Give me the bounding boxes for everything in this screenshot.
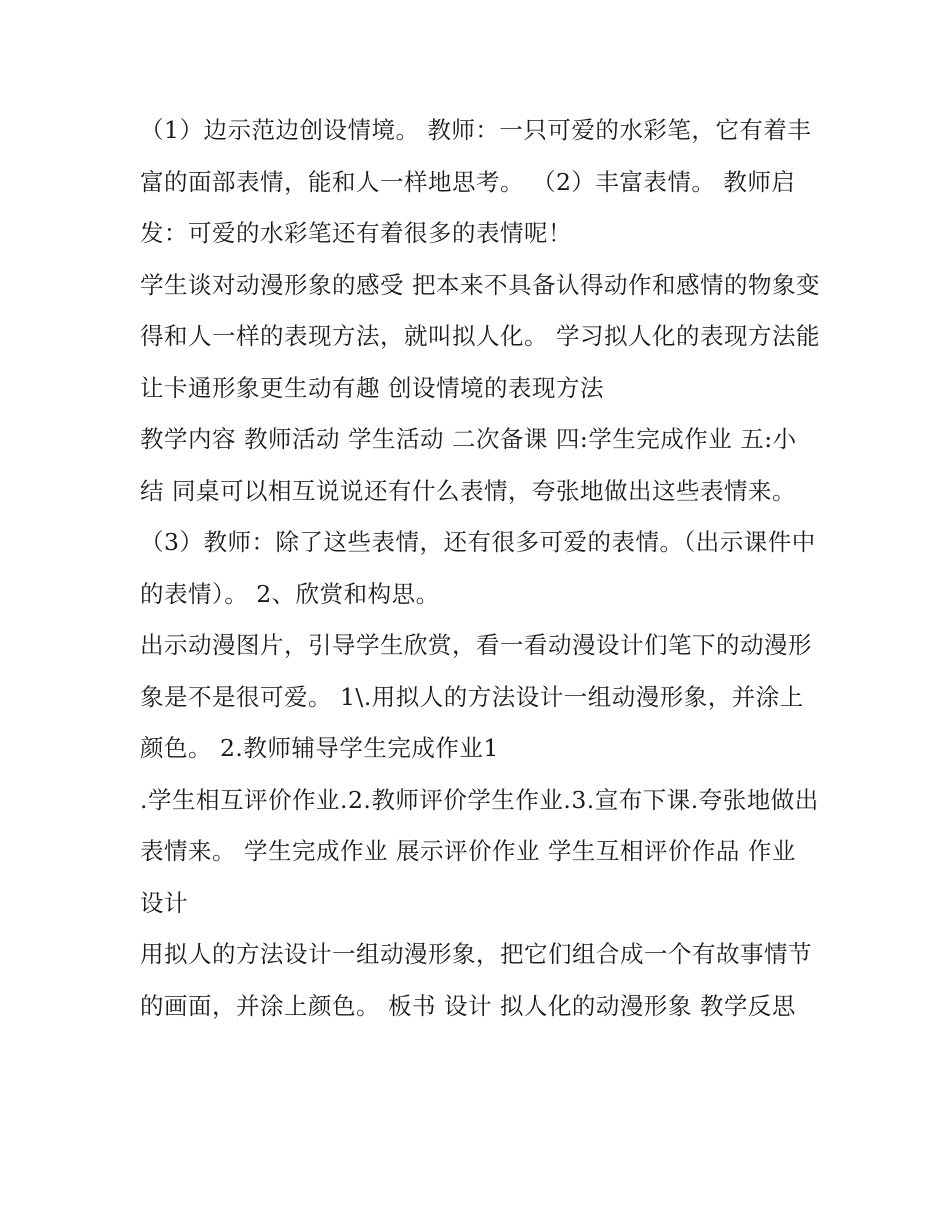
paragraph-7: 用拟人的方法设计一组动漫形象，把它们组合成一个有故事情节的画面，并涂上颜色。 板书 设计 拟人化的动漫形象 教学反思	[140, 940, 812, 1020]
paragraph-5: 出示动漫图片，引导学生欣赏，看一看动漫设计们笔下的动漫形象是不是很可爱。 1\.用拟人的方法设计一组动漫形象，并涂上颜色。 2.教师辅导学生完成作业1	[140, 631, 812, 762]
paragraph-4: （3）教师：除了这些表情，还有很多可爱的表情。（出示课件中的表情）。 2、欣赏和构思。	[140, 528, 816, 608]
paragraph-3: 教学内容 教师活动 学生活动 二次备课 四:学生完成作业 五:小结 同桌可以相互说说还有什么表情，夸张地做出这些表情来。	[140, 425, 797, 505]
paragraph-1: （1）边示范边创设情境。 教师：一只可爱的水彩笔，它有着丰富的面部表情，能和人一样地思考。 （2）丰富表情。 教师启发：可爱的水彩笔还有着很多的表情呢！	[140, 116, 812, 247]
paragraph-6: .学生相互评价作业.2.教师评价学生作业.3.宣布下课.夸张地做出表情来。 学生完成作业 展示评价作业 学生互相评价作品 作业 设计	[140, 785, 819, 917]
document-body	[140, 105, 820, 1032]
paragraph-2: 学生谈对动漫形象的感受 把本来不具备认得动作和感情的物象变得和人一样的表现方法，就叫拟人化。 学习拟人化的表现方法能让卡通形象更生动有趣 创设情境的表现方法	[140, 270, 820, 402]
